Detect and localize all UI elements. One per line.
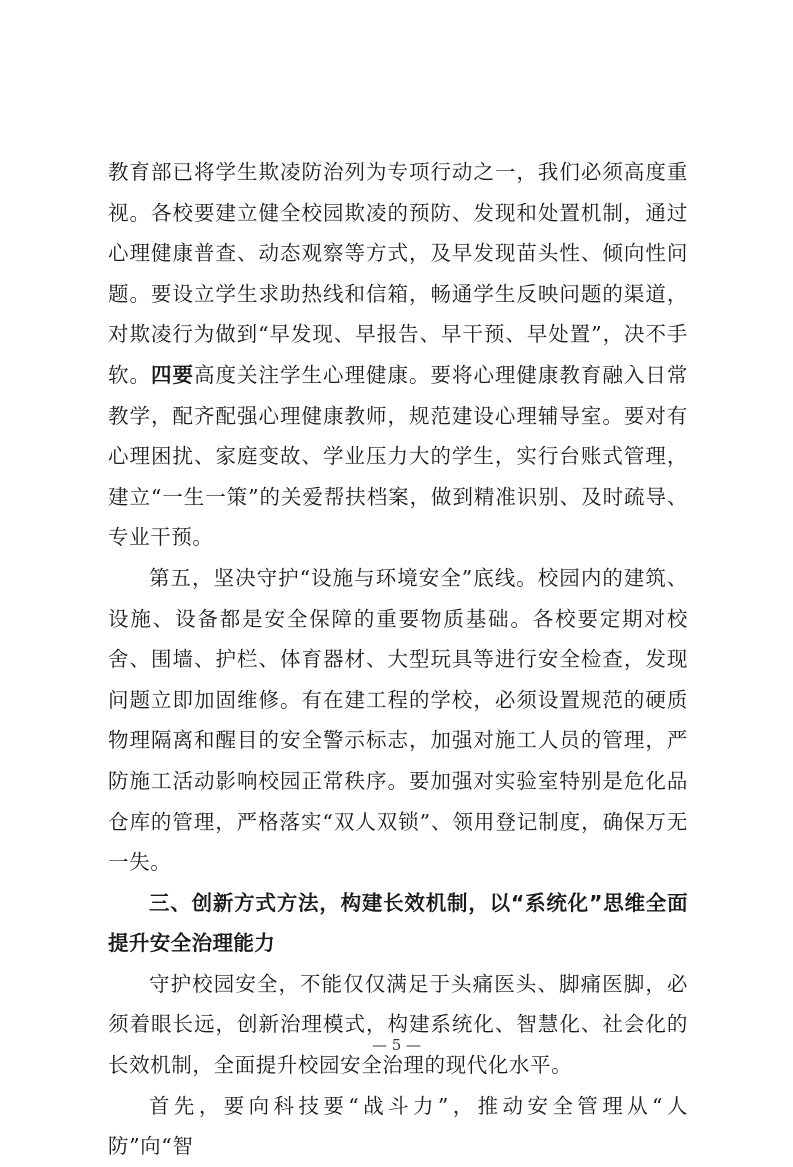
document-body [108, 152, 688, 1167]
section-heading-three: 三、创新方式方法，构建长效机制，以“系统化”思维全面提升安全治理能力 [108, 890, 688, 956]
paragraph-long-term-mechanism: 守护校园安全，不能仅仅满足于头痛医头、脚痛医脚，必须着眼长远，创新治理模式，构建系统化、智慧化、社会化的长效机制，全面提升校园安全治理的现代化水平。 [108, 971, 688, 1078]
paragraph-text: 教育部已将学生欺凌防治列为专项行动之一，我们必须高度重视。各校要建立健全校园欺凌的预防、发现和处置机制，通过心理健康普查、动态观察等方式，及早发现苗头性、倾向性问题。要设立学生求助热线和信箱，畅通学生反映问题的渠道，对欺凌行为做到“早发现、早报告、早干预、早处置”，决不手软。 [108, 160, 688, 387]
paragraph-bullying-and-mental-health [108, 152, 688, 558]
paragraph-facility-safety: 第五，坚决守护“设施与环境安全”底线。校园内的建筑、设施、设备都是安全保障的重要物质基础。各校要定期对校舍、围墙、护栏、体育器材、大型玩具等进行安全检查，发现问题立即加固维修。有在建工程的学校，必须设置规范的硬质物理隔离和醒目的安全警示标志，加强对施工人员的管理，严防施工活动影响校园正常秩序。要加强对实验室特别是危化品仓库的管理，严格落实“双人双锁”、领用登记制度，确保万无一失。 [108, 565, 688, 875]
bold-lead-four: 四要 [151, 362, 194, 387]
paragraph-technology: 首先，要向科技要“战斗力”，推动安全管理从“人防”向“智 [108, 1093, 688, 1159]
paragraph-tail: 高度关注学生心理健康。要将心理健康教育融入日常教学，配齐配强心理健康教师，规范建设心理辅导室。要对有心理困扰、家庭变故、学业压力大的学生，实行台账式管理，建立“一生一策”的关爱帮扶档案，做到精准识别、及时疏导、专业干预。 [108, 362, 688, 550]
page-number: — 5 — [371, 1036, 422, 1054]
